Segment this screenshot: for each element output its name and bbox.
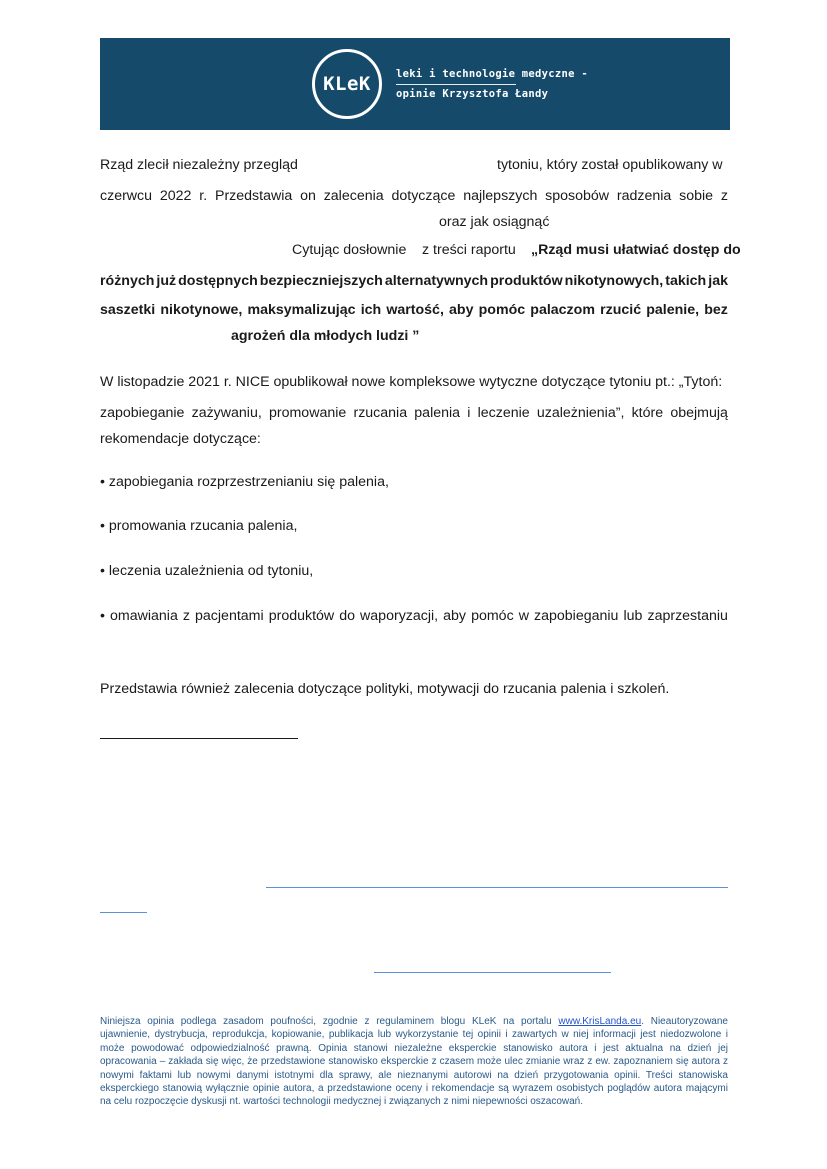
word: saszetki — [100, 302, 156, 318]
word: produktów — [268, 608, 335, 624]
word: zalecenia — [323, 188, 384, 204]
word: promowanie — [268, 405, 347, 421]
p1-line7: agrożeń dla młodych ludzi ” — [231, 328, 420, 344]
p2-line2 — [100, 403, 728, 423]
word: obejmują — [670, 405, 728, 421]
word: 2022 — [159, 188, 192, 204]
p1-line1-start: Rząd zlecił niezależny przegląd — [100, 157, 298, 173]
p1-line1-end: tytoniu, który został opublikowany w — [497, 157, 723, 173]
word: produktów — [490, 273, 563, 289]
word: rzucić — [600, 302, 642, 318]
word: bez — [704, 302, 728, 318]
word: zażywaniu, — [191, 405, 262, 421]
word: uzależnienia”, — [536, 405, 625, 421]
word: palenia — [414, 405, 461, 421]
tagline-divider — [396, 84, 516, 85]
word: w — [518, 608, 529, 624]
footnote-link-underline — [100, 912, 147, 913]
word: aby — [449, 302, 474, 318]
footnote-link-underline — [374, 972, 611, 973]
word: zapobieganiu — [534, 608, 619, 624]
disclaimer-text-start: Niniejsza opinia podlega zasadom poufności, zgodnie z regulaminem blogu KLeK na portalu — [100, 1016, 559, 1027]
word: jak — [708, 273, 728, 289]
word: omawiania — [110, 608, 178, 624]
word: najlepszych — [463, 188, 538, 204]
word: różnych — [100, 273, 155, 289]
word: z — [182, 608, 190, 624]
bullet-item: • zapobiegania rozprzestrzenianiu się palenia, — [100, 474, 389, 490]
word: on — [300, 188, 316, 204]
word: takich — [665, 273, 707, 289]
word: dotyczące — [391, 188, 456, 204]
word: i — [467, 405, 471, 421]
footnote-separator — [100, 738, 298, 739]
word: lub — [623, 608, 643, 624]
word: już — [156, 273, 177, 289]
word: wartość, — [386, 302, 444, 318]
portal-link[interactable]: www.KrisLanda.eu — [558, 1016, 642, 1027]
tagline-line1: leki i technologie medyczne - — [396, 68, 589, 80]
klek-logo — [312, 49, 382, 119]
footnote-link-underline — [266, 887, 728, 888]
word: pomóc — [471, 608, 514, 624]
bullet-item: • leczenia uzależnienia od tytoniu, — [100, 563, 314, 579]
word: które — [631, 405, 664, 421]
p1-line5 — [100, 271, 728, 291]
word: pacjentami — [195, 608, 264, 624]
word: sobie — [679, 188, 714, 204]
disclaimer-text-rest: . Nieautoryzowane ujawnienie, dystrybucja, reprodukcja, kopiowanie, publikacja lub wykorzystanie tej opinii i zawartych w niej informacji jest niedozwolone i może powodować odpowiedzialność prawną. Opinia stanowi niezależne eksperckie stanowisko autora i jest aktualna na dzień jej opracowania – zakłada się więc, że przedstawione stanowisko eksperckie z czasem może ulec zmianie wraz z ew. zapoznaniem się autora z nowymi faktami lub nowymi danymi istotnymi dla sprawy, ale nieznanymi autorowi na dzień przygotowania opinii. Treści stanowiska eksperckiego stanowią wyłącznie opinie autora, a przedstawione oceny i rekomendacje są wyrazem osobistych poglądów autora mającymi na celu rozpoczęcie dyskusji nt. wartości technologii medycznej i związanych z nimi niepewności oszacowań. — [100, 1016, 728, 1108]
p2-line3: rekomendacje dotyczące: — [100, 431, 261, 447]
p1-line4-a: Cytując dosłownie — [292, 242, 407, 258]
word: z — [720, 188, 728, 204]
word: ich — [360, 302, 382, 318]
word: pomóc — [478, 302, 526, 318]
word: maksymalizując — [247, 302, 356, 318]
word: aby — [443, 608, 467, 624]
bullet-item-4 — [100, 606, 728, 626]
p1-line3: oraz jak osiągnąć — [439, 214, 550, 230]
word: czerwcu — [100, 188, 153, 204]
word: r. — [199, 188, 208, 204]
closing-sentence: Przedstawia również zalecenia dotyczące polityki, motywacji do rzucania palenia i szkoleń. — [100, 681, 670, 697]
word: radzenia — [616, 188, 672, 204]
word: Przedstawia — [214, 188, 293, 204]
tagline-line2: opinie Krzysztofa Łandy — [396, 88, 549, 100]
word: alternatywnych — [384, 273, 489, 289]
word: dostępnych — [178, 273, 258, 289]
word: waporyzacji, — [360, 608, 439, 624]
word: bezpieczniejszych — [259, 273, 383, 289]
word: • — [100, 608, 105, 624]
p1-line6 — [100, 300, 728, 320]
word: zaprzestaniu — [647, 608, 728, 624]
word: palaczom — [530, 302, 595, 318]
word: zapobieganie — [100, 405, 185, 421]
bullet-item: • promowania rzucania palenia, — [100, 518, 298, 534]
p1-line4-bold: „Rząd musi ułatwiać dostęp do — [531, 242, 741, 258]
word: sposobów — [545, 188, 610, 204]
p1-line4-b: z treści raportu — [422, 242, 516, 258]
word: nikotynowe, — [160, 302, 243, 318]
word: rzucania — [353, 405, 408, 421]
p1-line2 — [100, 186, 728, 206]
logo-text: KLeK — [323, 73, 371, 95]
word: nikotynowych, — [564, 273, 664, 289]
word: do — [339, 608, 355, 624]
word: palenie, — [646, 302, 700, 318]
word: leczenie — [477, 405, 530, 421]
disclaimer-footer — [100, 1015, 728, 1109]
p2-line1: W listopadzie 2021 r. NICE opublikował nowe kompleksowe wytyczne dotyczące tytoniu pt.: „Tytoń: — [100, 374, 723, 390]
